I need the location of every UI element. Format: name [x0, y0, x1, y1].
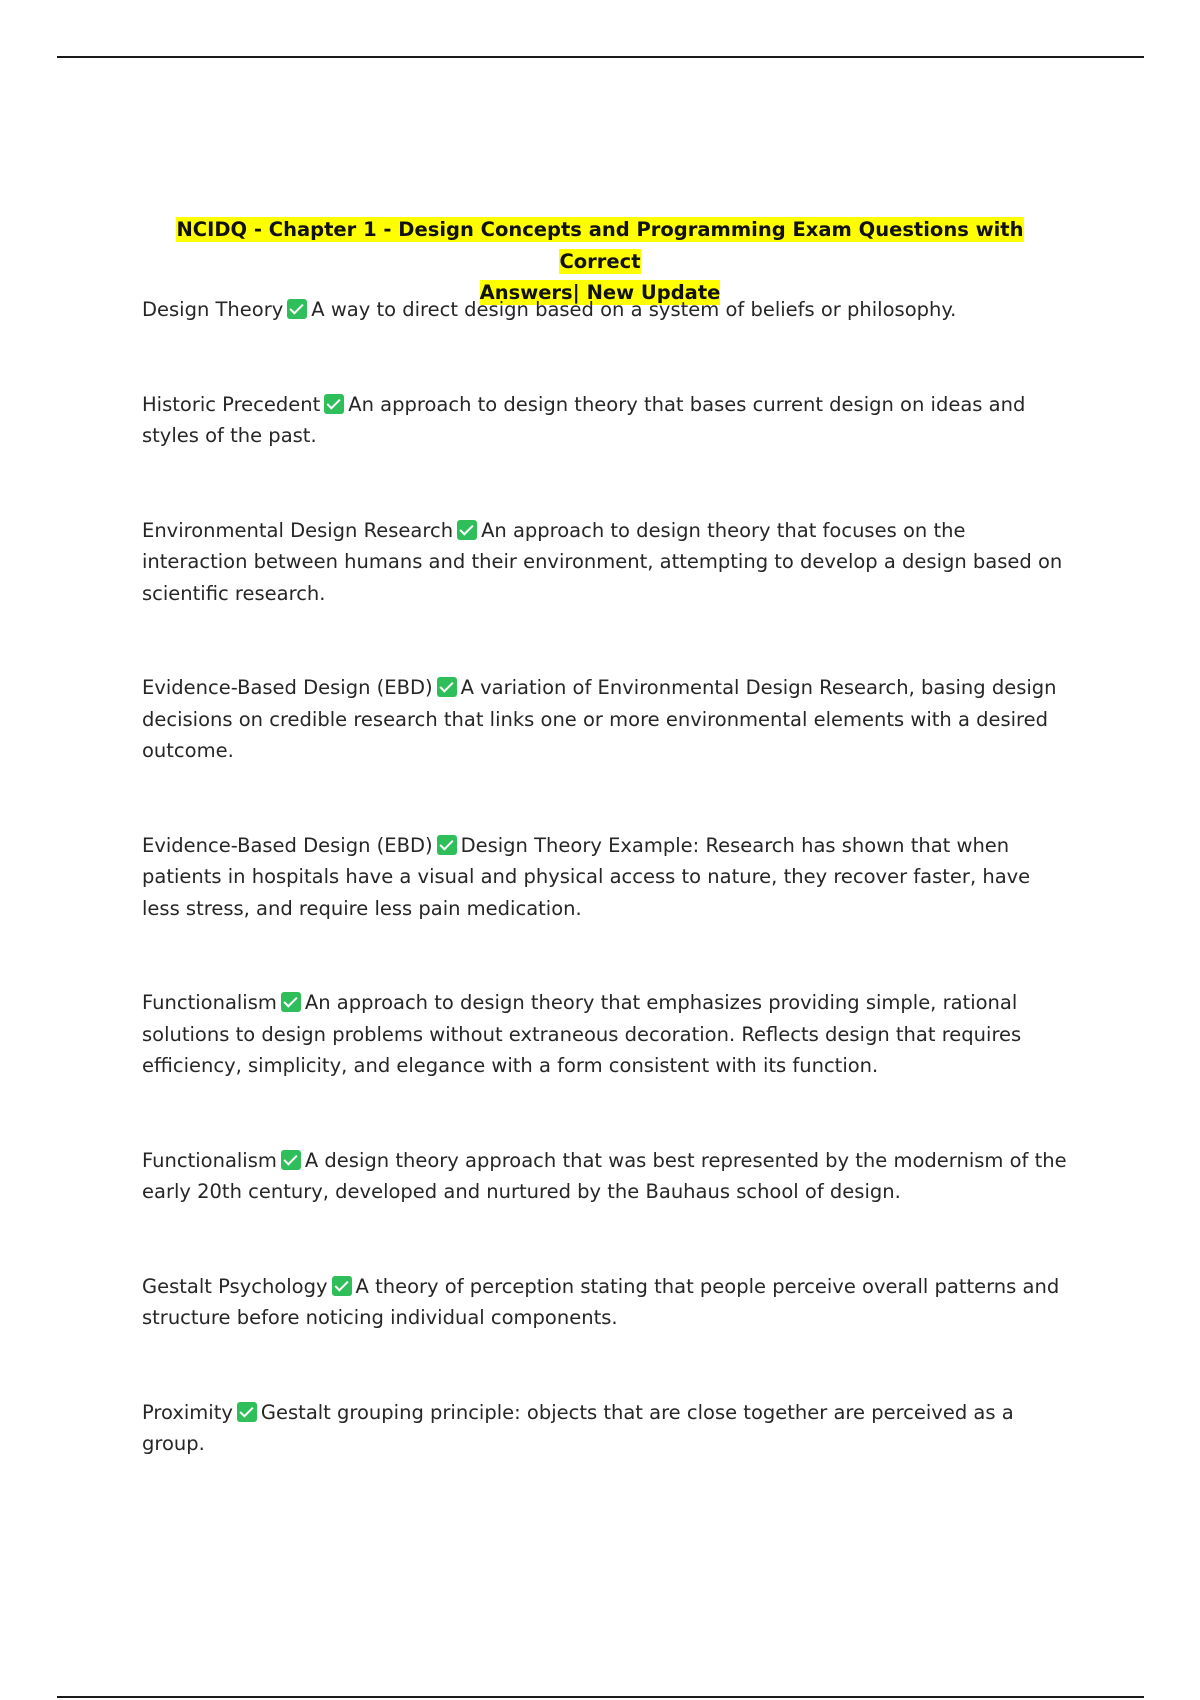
- entry-term: Evidence-Based Design (EBD): [142, 676, 433, 699]
- qa-entry: [142, 515, 1072, 610]
- check-mark-icon: [287, 299, 307, 319]
- entry-definition: A way to direct design based on a system of beliefs or philosophy.: [311, 298, 957, 321]
- header-rule: [57, 56, 1144, 58]
- title-line-2: Answers| New Update: [479, 281, 721, 304]
- check-mark-icon: [437, 677, 457, 697]
- check-mark-icon: [437, 835, 457, 855]
- qa-entry: [142, 1271, 1072, 1334]
- entry-term: Historic Precedent: [142, 392, 321, 416]
- entry-term: Environmental Design Research: [142, 518, 454, 542]
- entry-definition: A theory of perception stating that people perceive overall patterns and structure before noticing individual components.: [142, 1274, 1060, 1329]
- entry-definition: An approach to design theory that bases current design on ideas and styles of the past.: [142, 392, 1026, 447]
- qa-entry: [142, 1145, 1072, 1208]
- qa-entry: [142, 987, 1072, 1082]
- entry-definition: An approach to design theory that emphasizes providing simple, rational solutions to design problems without extraneous decoration. Reflects design that requires efficiency, simplicity, and elegance with a form consistent with its function.: [142, 991, 1022, 1077]
- entry-definition: Gestalt grouping principle: objects that are close together are perceived as a group.: [142, 1400, 1014, 1455]
- check-mark-icon: [281, 992, 301, 1012]
- entry-definition: A design theory approach that was best represented by the modernism of the early 20th century, developed and nurtured by the Bauhaus school of design.: [142, 1148, 1067, 1203]
- check-mark-icon: [457, 520, 477, 540]
- entry-definition: Design Theory Example: Research has shown that when patients in hospitals have a visual and physical access to nature, they recover faster, have less stress, and require less pain medication.: [142, 833, 1031, 920]
- entry-term: Design Theory: [142, 298, 284, 321]
- check-mark-icon: [332, 1276, 352, 1296]
- check-mark-icon: [324, 394, 344, 414]
- check-mark-icon: [281, 1150, 301, 1170]
- title-line-1: NCIDQ - Chapter 1 - Design Concepts and Programming Exam Questions with Correct: [176, 218, 1024, 273]
- entry-term: Functionalism: [142, 1148, 277, 1172]
- entry-term: Proximity: [142, 1400, 233, 1424]
- entry-term: Gestalt Psychology: [142, 1274, 328, 1298]
- qa-entry: [142, 1397, 1072, 1460]
- entry-definition: An approach to design theory that focuses on the interaction between humans and their environment, attempting to develop a design based on scientific research.: [142, 518, 1063, 605]
- footer-rule: [57, 1696, 1144, 1698]
- entry-definition: A variation of Environmental Design Research, basing design decisions on credible research that links one or more environmental elements with a desired outcome.: [142, 676, 1057, 762]
- check-mark-icon: [237, 1402, 257, 1422]
- qa-entry: [142, 672, 1072, 767]
- qa-entry: [142, 830, 1072, 925]
- qa-entry: [142, 294, 1072, 326]
- entry-term: Evidence-Based Design (EBD): [142, 833, 433, 857]
- qa-list: [142, 294, 1072, 1523]
- entry-term: Functionalism: [142, 991, 277, 1014]
- qa-entry: [142, 389, 1072, 452]
